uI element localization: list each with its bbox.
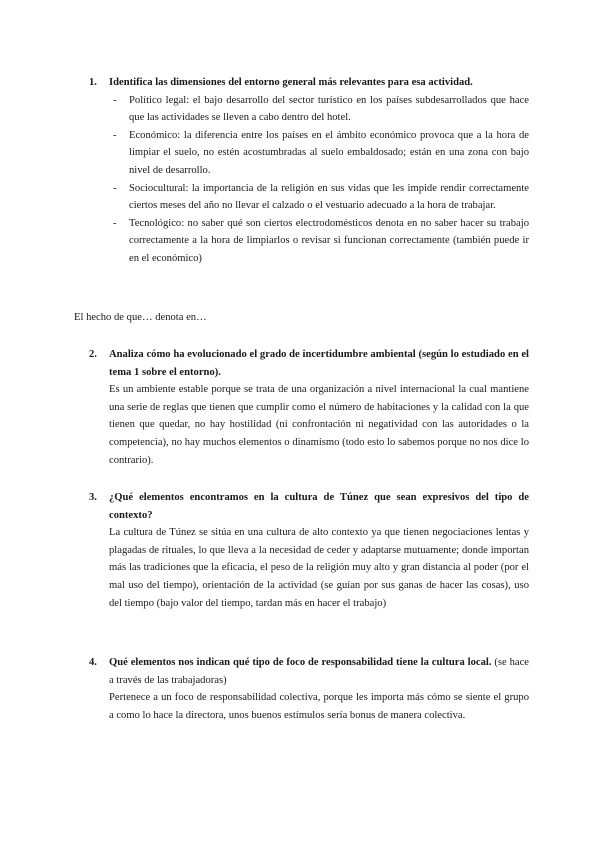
question-title: Analiza cómo ha evolucionado el grado de incertidumbre ambiental (según lo estudiado en el tema 1 sobre el entorno). <box>109 349 529 378</box>
question-3 <box>89 489 529 612</box>
list-item: - Tecnológico: no saber qué son ciertos electrodomésticos denota en no saber hacer su trabajo correctamente a la hora de limpiarlos o revisar si funcionan correctamente (también puede ir en el económico) <box>109 215 529 268</box>
question-number: 2. <box>89 349 97 360</box>
free-note: El hecho de que… denota en… <box>74 312 207 323</box>
list-item: - Sociocultural: la importancia de la religión en sus vidas que les impide rendir correctamente ciertos meses del año no llevar el calzado o el vestuario adecuado a la hora de trabajar. <box>109 180 529 215</box>
answer-text: Pertenece a un foco de responsabilidad colectiva, porque les importa más cómo se siente el grupo a como lo hace la directora, unos buenos estímulos sería bonus de manera colectiva. <box>109 692 529 721</box>
answer-text: La cultura de Túnez se sitúa en una cultura de alto contexto ya que tienen negociaciones lentas y plagadas de rituales, lo que lleva a la necesidad de ceder y adaptarse mutuamente; donde importan más las tradiciones que la eficacia, el peso de la religión muy alto y gran distancia al poder (por el mal uso del tiempo), orientación de la actividad (se guían por sus ganas de hacer las cosas), uso del tiempo (bajo valor del tiempo, tardan más en hacer el trabajo) <box>109 527 529 609</box>
question-title: Qué elementos nos indican qué tipo de foco de responsabilidad tiene la cultura local. <box>109 657 492 668</box>
answer-text: Es un ambiente estable porque se trata de una organización a nivel internacional la cual mantiene una serie de reglas que tienen que cumplir como el número de habitaciones y la calidad con la que tienen que quedar, no hay hostilidad (ni confrontación ni negatividad con las autoridades o la competencia), no hay muchos elementos o dinamismo (todo esto lo sabemos porque no nos dice lo contrario). <box>109 384 529 466</box>
list-item: - Económico: la diferencia entre los países en el ámbito económico provoca que a la hora de limpiar el suelo, no estén acostumbradas al suelo embaldosado; están en una zona con bajo nivel de desarrollo. <box>109 127 529 180</box>
question-note: (se hace a través de las trabajadoras) <box>109 657 529 686</box>
question-number: 3. <box>89 492 97 503</box>
question-2 <box>89 346 529 469</box>
question-title: ¿Qué elementos encontramos en la cultura de Túnez que sean expresivos del tipo de contexto? <box>109 492 529 521</box>
question-4 <box>89 654 529 724</box>
dimension-list <box>109 92 529 268</box>
question-1 <box>89 74 529 268</box>
list-item: - Político legal: el bajo desarrollo del sector turístico en los países subdesarrollados que hace que las actividades se lleven a cabo dentro del hotel. <box>109 92 529 127</box>
question-title: Identifica las dimensiones del entorno general más relevantes para esa actividad. <box>109 77 473 88</box>
question-number: 1. <box>89 77 97 88</box>
question-number: 4. <box>89 657 97 668</box>
